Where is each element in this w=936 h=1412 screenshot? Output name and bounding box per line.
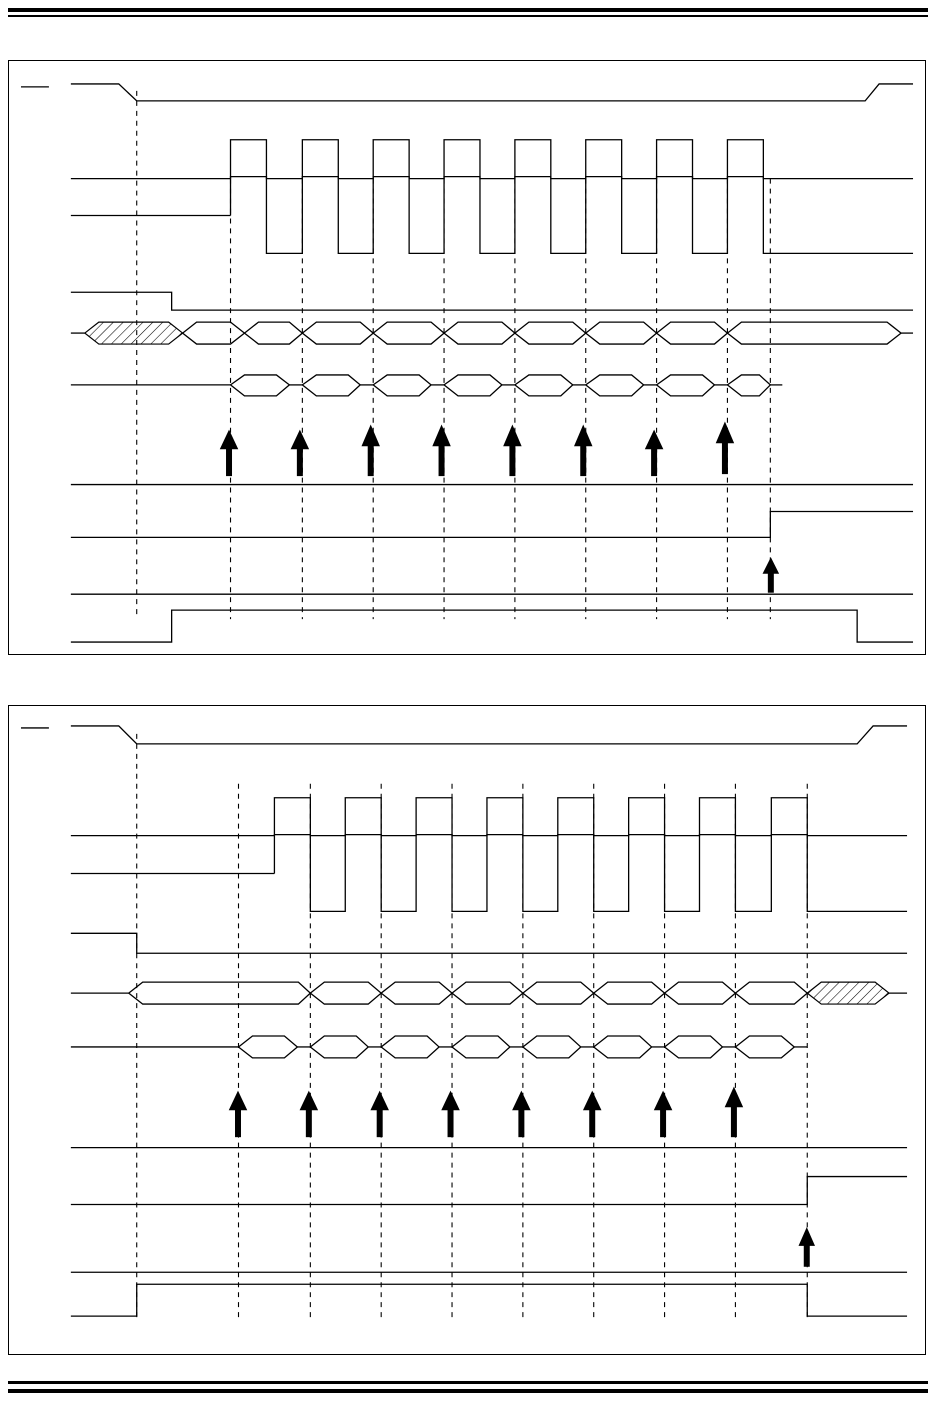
address-bus-segment-6 <box>665 982 736 1004</box>
enable-envelope-waveform <box>71 1284 907 1316</box>
chip-select-waveform <box>71 726 907 744</box>
sample-arrow <box>300 1092 317 1137</box>
control-step-waveform <box>71 933 907 953</box>
enable-envelope-waveform <box>71 610 913 642</box>
address-bus-segment-1 <box>244 322 302 344</box>
clock-1-waveform <box>231 140 914 179</box>
data-bus-segment-1 <box>238 1036 297 1058</box>
address-bus-waveform <box>183 322 245 344</box>
address-bus-hatched-segment <box>807 982 889 1004</box>
sample-arrow <box>433 426 450 476</box>
timing-diagram-write-burst <box>8 705 926 1355</box>
sample-arrow <box>584 1092 601 1137</box>
clock-2-waveform <box>274 835 907 912</box>
bottom-rule-thin <box>8 1381 928 1384</box>
sample-arrow <box>362 426 379 476</box>
address-bus-segment-2 <box>302 322 373 344</box>
address-bus-segment-8 <box>727 322 901 344</box>
data-bus-segment-1 <box>231 375 290 396</box>
data-bus-segment-2 <box>302 375 360 396</box>
data-bus-segment-2 <box>310 1036 368 1058</box>
top-rule-thick <box>8 8 928 12</box>
data-bus-segment-6 <box>586 375 644 396</box>
end-arrow <box>763 558 778 592</box>
top-rule-thin <box>8 15 928 17</box>
data-bus-segment-5 <box>515 375 573 396</box>
address-bus-segment-1 <box>310 982 381 1004</box>
data-bus-segment-7 <box>657 375 715 396</box>
data-bus-segment-6 <box>594 1036 652 1058</box>
sample-arrow <box>291 431 308 476</box>
address-bus-segment-7 <box>735 982 807 1004</box>
address-bus-segment-3 <box>373 322 444 344</box>
data-bus-segment-8 <box>735 1036 794 1058</box>
clock-2-waveform <box>231 177 914 254</box>
sample-arrow <box>725 1088 742 1137</box>
ready-signal-waveform <box>71 511 913 537</box>
control-step-waveform <box>71 292 913 310</box>
address-bus-hatched-segment <box>85 322 183 344</box>
bottom-rule-thick <box>8 1389 928 1393</box>
sample-arrow <box>646 431 663 476</box>
data-bus-segment-8 <box>727 375 770 396</box>
ready-signal-waveform <box>71 1177 907 1205</box>
address-bus-segment-5 <box>594 982 665 1004</box>
address-bus-segment-2 <box>381 982 452 1004</box>
end-arrow <box>799 1228 814 1266</box>
data-bus-segment-7 <box>665 1036 723 1058</box>
address-bus-segment-7 <box>657 322 728 344</box>
data-bus-segment-4 <box>452 1036 510 1058</box>
data-bus-segment-5 <box>523 1036 581 1058</box>
data-bus-segment-4 <box>444 375 502 396</box>
chip-select-waveform <box>71 84 913 101</box>
address-bus-segment-6 <box>586 322 657 344</box>
sample-arrow <box>655 1092 672 1137</box>
clock-1-waveform <box>274 798 907 836</box>
sample-arrow <box>221 431 238 476</box>
address-bus-segment-3 <box>452 982 523 1004</box>
sample-arrow <box>504 426 521 476</box>
dashed-guides <box>137 91 771 619</box>
sample-arrow-row <box>230 1088 743 1137</box>
data-bus-segment-3 <box>381 1036 439 1058</box>
address-bus-segment-0 <box>129 982 311 1004</box>
sample-arrow <box>230 1092 247 1137</box>
sample-arrow <box>575 426 592 476</box>
sample-arrow <box>716 423 733 474</box>
timing-diagram-read-burst <box>8 60 926 655</box>
dashed-guides <box>137 734 808 1319</box>
address-bus-segment-5 <box>515 322 586 344</box>
sample-arrow <box>442 1092 459 1137</box>
sample-arrow <box>513 1092 530 1137</box>
address-bus-segment-4 <box>444 322 515 344</box>
data-bus-segment-3 <box>373 375 431 396</box>
sample-arrow <box>371 1092 388 1137</box>
address-bus-segment-4 <box>523 982 594 1004</box>
